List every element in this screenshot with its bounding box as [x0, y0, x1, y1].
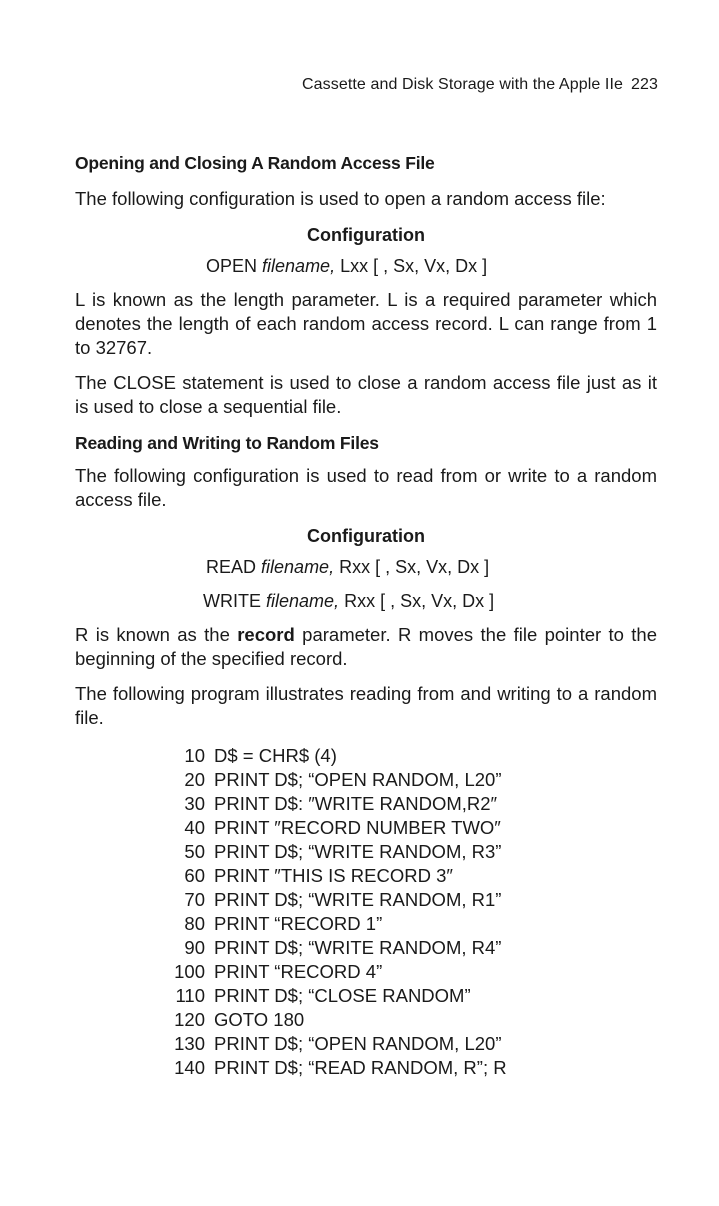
- config-keyword: READ: [206, 557, 257, 577]
- running-head: [302, 76, 658, 94]
- code-text: PRINT “RECORD 4”: [214, 961, 383, 982]
- config-params: Lxx [ , Sx, Vx, Dx ]: [340, 256, 488, 276]
- config-params: Rxx [ , Sx, Vx, Dx ]: [339, 557, 490, 577]
- code-text: GOTO 180: [214, 1009, 305, 1030]
- code-line: [171, 960, 657, 984]
- config-open-syntax: [206, 254, 657, 278]
- code-text: PRINT D$; “OPEN RANDOM, L20”: [214, 1033, 502, 1054]
- running-head-title: Cassette and Disk Storage with the Apple IIe: [301, 76, 623, 93]
- code-text: PRINT D$; “OPEN RANDOM, L20”: [214, 769, 502, 790]
- record-text-before: R is known as the: [75, 624, 230, 645]
- config-arg: filename,: [266, 591, 340, 611]
- code-line: [171, 792, 657, 816]
- paragraph-length-param: L is known as the length parameter. L is a required parameter which denotes the length of each random access record. L can range from 1 to 32767.: [75, 289, 657, 358]
- record-text-after: parameter. R moves the file pointer to the beginning of the specified record.: [75, 624, 658, 669]
- record-keyword: record: [237, 624, 295, 645]
- code-text: PRINT D$; “WRITE RANDOM, R3”: [214, 841, 502, 862]
- line-number: 50: [184, 841, 205, 862]
- config-read-syntax: [206, 555, 657, 579]
- code-line: [171, 744, 657, 768]
- section-heading-open-close: Opening and Closing A Random Access File: [75, 153, 435, 173]
- code-line: [171, 1008, 657, 1032]
- config-params: Rxx [ , Sx, Vx, Dx ]: [344, 591, 495, 611]
- config-arg: filename,: [261, 557, 335, 577]
- line-number: 10: [184, 745, 205, 766]
- line-number: 90: [184, 937, 205, 958]
- line-number: 70: [184, 889, 205, 910]
- paragraph-program-intro: The following program illustrates reading from and writing to a random file.: [75, 683, 657, 728]
- code-line: [171, 984, 657, 1008]
- code-text: PRINT ″RECORD NUMBER TWO″: [214, 817, 501, 838]
- configuration-heading: Configuration: [307, 225, 425, 245]
- page-content: [75, 150, 657, 1080]
- code-text: PRINT “RECORD 1”: [214, 913, 383, 934]
- line-number: 140: [174, 1057, 205, 1078]
- line-number: 80: [184, 913, 205, 934]
- paragraph-open-intro: The following configuration is used to open a random access file:: [75, 188, 606, 209]
- code-text: D$ = CHR$ (4): [214, 745, 337, 766]
- code-text: PRINT D$; “WRITE RANDOM, R4”: [214, 937, 502, 958]
- code-line: [171, 768, 657, 792]
- code-text: PRINT ″THIS IS RECORD 3″: [214, 865, 453, 886]
- code-line: [171, 1056, 657, 1080]
- code-line: [171, 840, 657, 864]
- line-number: 40: [184, 817, 205, 838]
- code-text: PRINT D$; “WRITE RANDOM, R1”: [214, 889, 502, 910]
- paragraph-record-param: [75, 623, 657, 671]
- line-number: 100: [174, 961, 205, 982]
- config-keyword: WRITE: [203, 591, 261, 611]
- code-line: [171, 816, 657, 840]
- code-line: [171, 1032, 657, 1056]
- config-write-syntax: [203, 589, 657, 613]
- code-line: [171, 912, 657, 936]
- configuration-heading: Configuration: [307, 526, 425, 546]
- line-number: 60: [184, 865, 205, 886]
- line-number: 20: [184, 769, 205, 790]
- config-arg: filename,: [262, 256, 336, 276]
- line-number: 110: [175, 985, 205, 1006]
- code-line: [171, 936, 657, 960]
- code-text: PRINT D$; “READ RANDOM, R”; R: [214, 1057, 507, 1078]
- code-text: PRINT D$: ″WRITE RANDOM,R2″: [214, 793, 498, 814]
- program-listing: [171, 744, 657, 1080]
- config-keyword: OPEN: [206, 256, 258, 276]
- paragraph-read-write-intro: The following configuration is used to read from or write to a random access file.: [75, 465, 657, 510]
- code-line: [171, 864, 657, 888]
- code-text: PRINT D$; “CLOSE RANDOM”: [214, 985, 471, 1006]
- paragraph-close-statement: The CLOSE statement is used to close a random access file just as it is used to close a sequential file.: [75, 372, 657, 417]
- page-number: 223: [631, 76, 658, 93]
- line-number: 120: [174, 1009, 205, 1030]
- section-heading-read-write: Reading and Writing to Random Files: [75, 433, 379, 453]
- line-number: 30: [184, 793, 205, 814]
- code-line: [171, 888, 657, 912]
- line-number: 130: [174, 1033, 205, 1054]
